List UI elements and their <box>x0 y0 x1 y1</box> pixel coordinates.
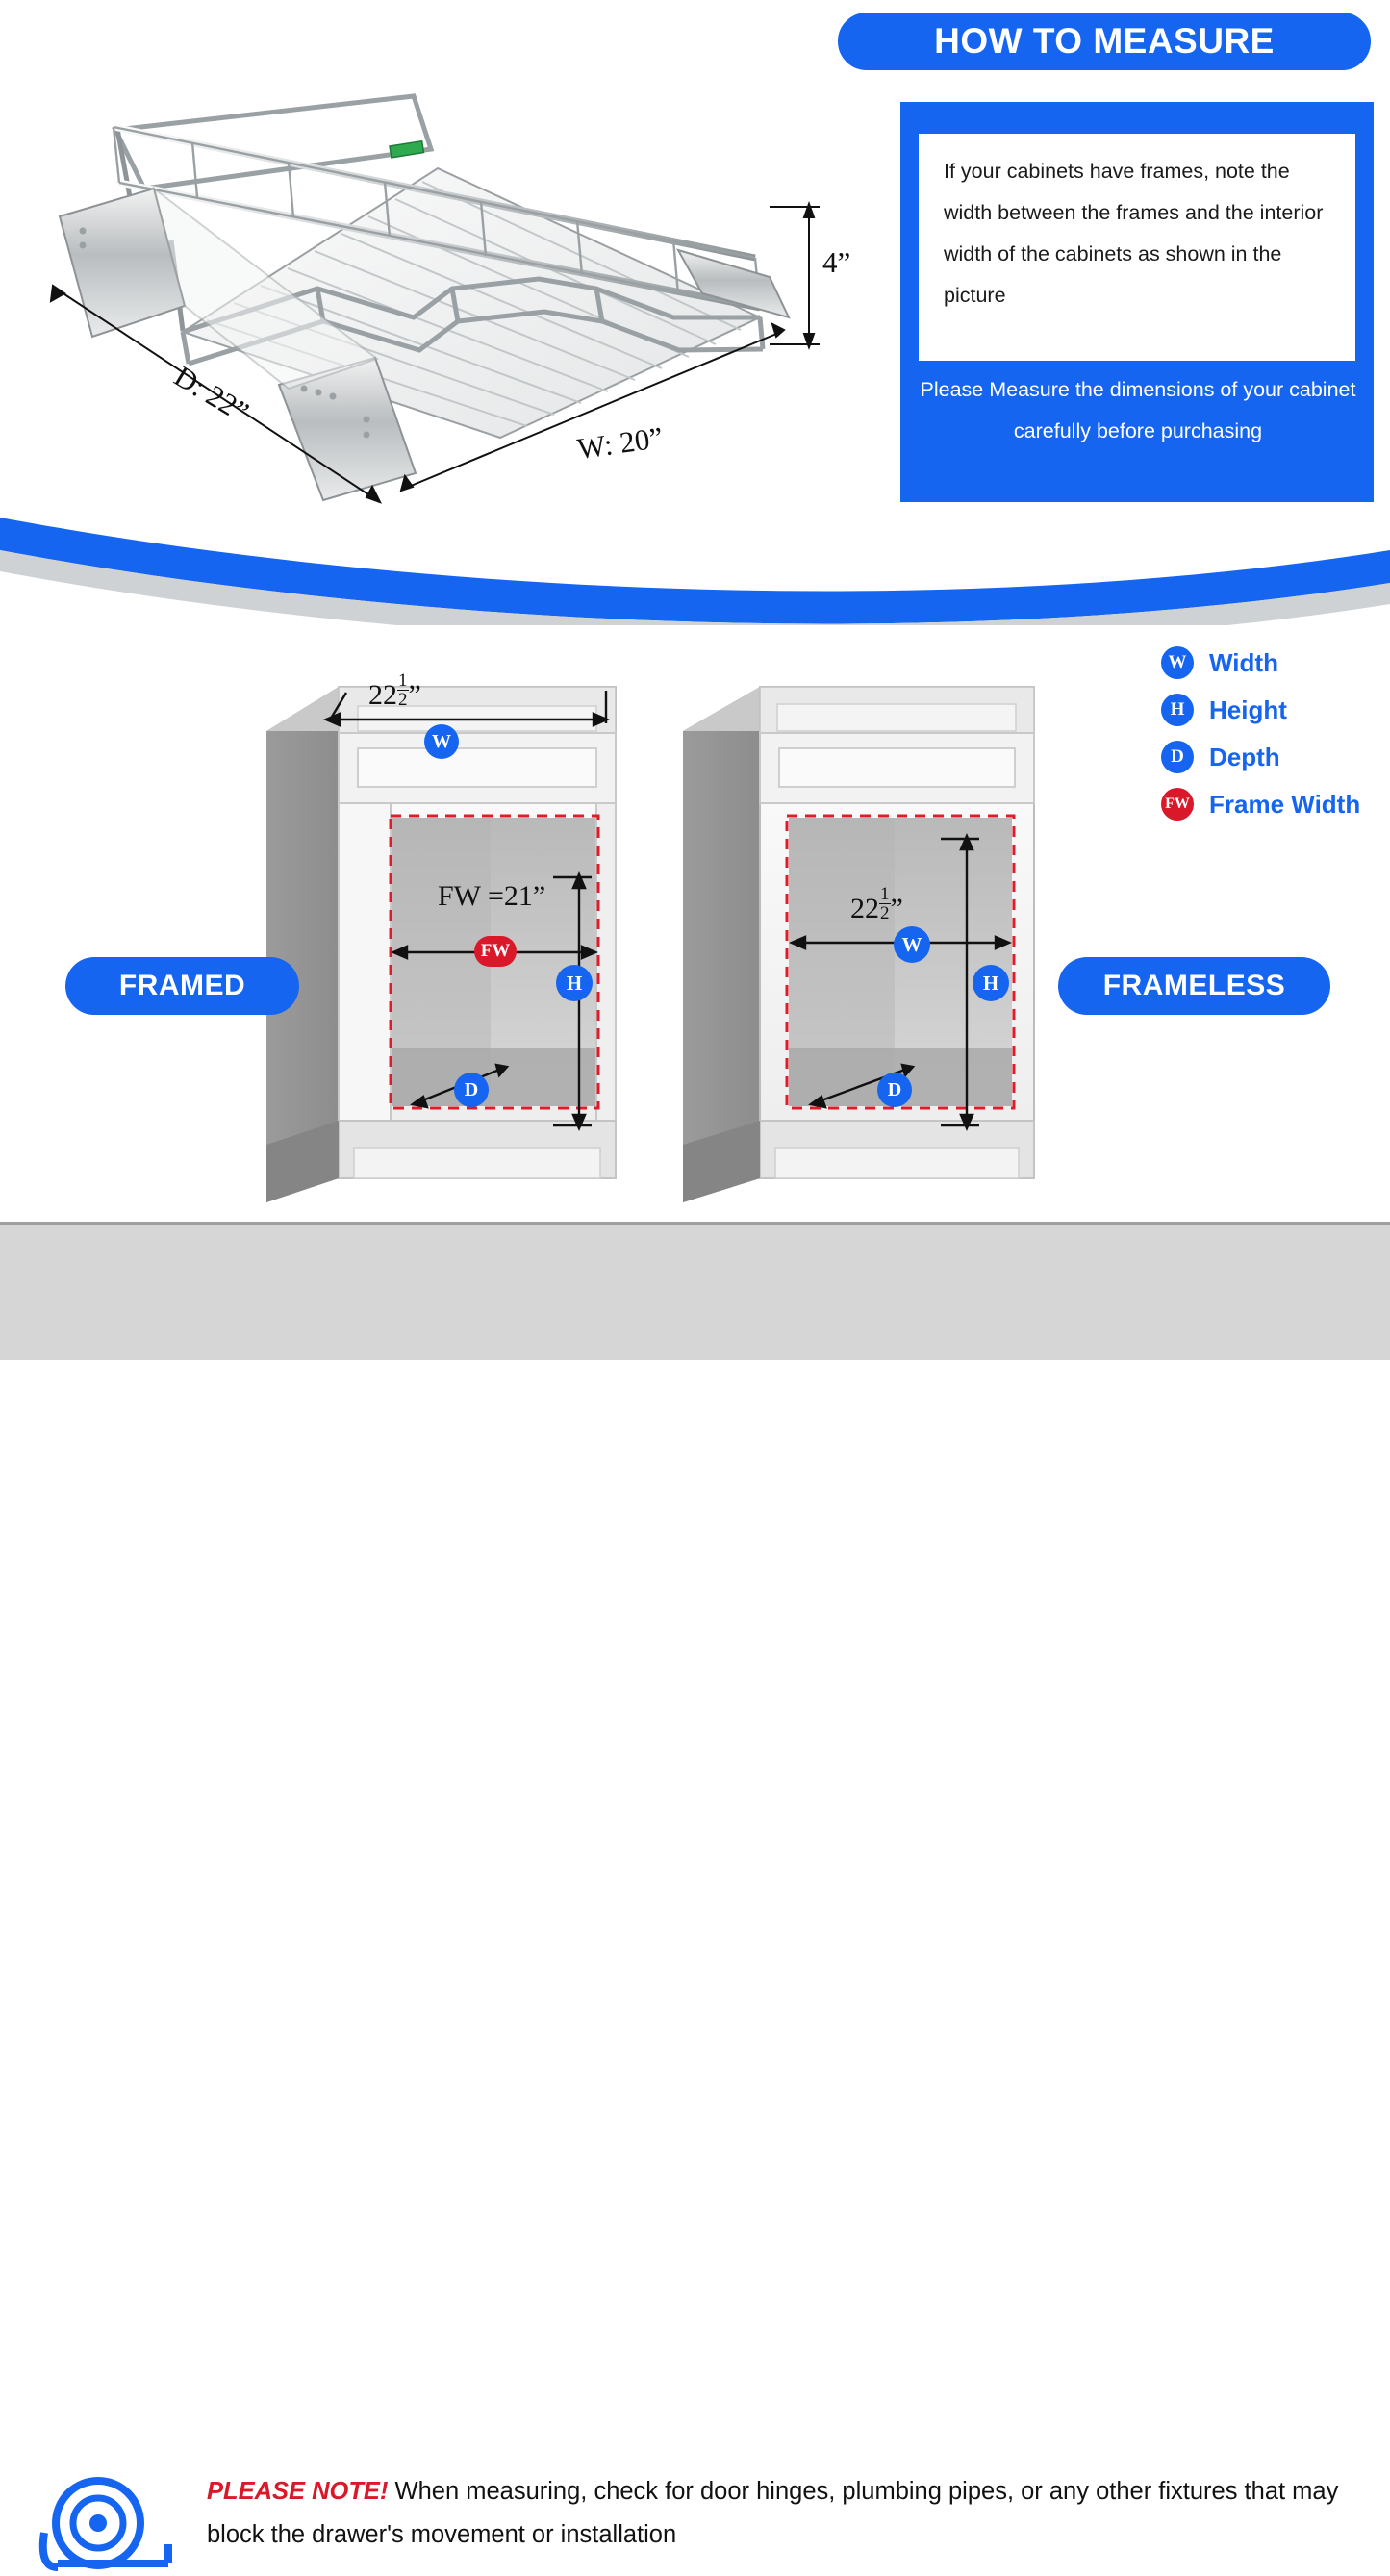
note-text <box>207 2470 1366 2557</box>
framed-label: FRAMED <box>65 957 299 1015</box>
product-height-label: 4” <box>822 245 851 279</box>
badge-w-framed: W <box>424 724 459 759</box>
pullout-drawer-drawing <box>0 0 835 524</box>
legend-label-width: Width <box>1209 647 1278 677</box>
product-depth-label: D: 22” <box>168 359 255 430</box>
frameless-cabinet <box>683 687 1034 1202</box>
note-body: When measuring, check for door hinges, plumbing pipes, or any other fixtures that may block the drawer's movement or installation <box>207 2478 1339 2548</box>
badge-w-frameless: W <box>894 926 930 963</box>
legend-label-height: Height <box>1209 695 1287 724</box>
legend-item-width <box>1161 646 1382 679</box>
badge-d-legend: D <box>1161 741 1194 773</box>
badge-d-framed: D <box>454 1073 489 1107</box>
legend <box>1161 646 1382 835</box>
hatch-decoration-icon <box>1000 108 1097 127</box>
info-panel-body-box <box>916 131 1358 364</box>
legend-item-height <box>1161 694 1382 726</box>
framed-frame-width-text: FW =21” <box>438 880 546 912</box>
badge-h-framed: H <box>556 965 593 1001</box>
note-bar <box>0 1222 1390 2548</box>
frameless-label: FRAMELESS <box>1058 957 1330 1015</box>
legend-label-depth: Depth <box>1209 742 1280 771</box>
how-to-measure-title: HOW TO MEASURE <box>835 10 1374 73</box>
legend-item-depth <box>1161 741 1382 773</box>
frameless-inner-width-text: 22 $\frac{1}{2}$ ” <box>850 884 903 925</box>
note-emphasis: PLEASE NOTE! <box>207 2478 389 2505</box>
legend-item-frame-width <box>1161 788 1382 821</box>
badge-h-legend: H <box>1161 694 1194 726</box>
badge-fw-legend: FW <box>1161 788 1194 821</box>
badge-fw-framed: FW <box>474 936 517 967</box>
product-illustration <box>0 0 851 524</box>
badge-h-frameless: H <box>973 965 1009 1001</box>
section-divider <box>0 500 1390 625</box>
framed-top-width-text: 22 $\frac{1}{2}$ ” <box>368 670 421 712</box>
tape-measure-icon <box>38 2475 183 2576</box>
badge-w-legend: W <box>1161 646 1194 679</box>
product-width-label: W: 20” <box>574 419 666 467</box>
info-panel-body: If your cabinets have frames, note the width between the frames and the interior width of the cabinets as shown in the picture <box>944 160 1324 307</box>
info-panel-footer: Please Measure the dimensions of your cabinet carefully before purchasing <box>920 378 1356 442</box>
legend-label-frame-width: Frame Width <box>1209 789 1361 819</box>
badge-d-frameless: D <box>877 1073 912 1107</box>
framed-cabinet <box>266 687 616 1202</box>
